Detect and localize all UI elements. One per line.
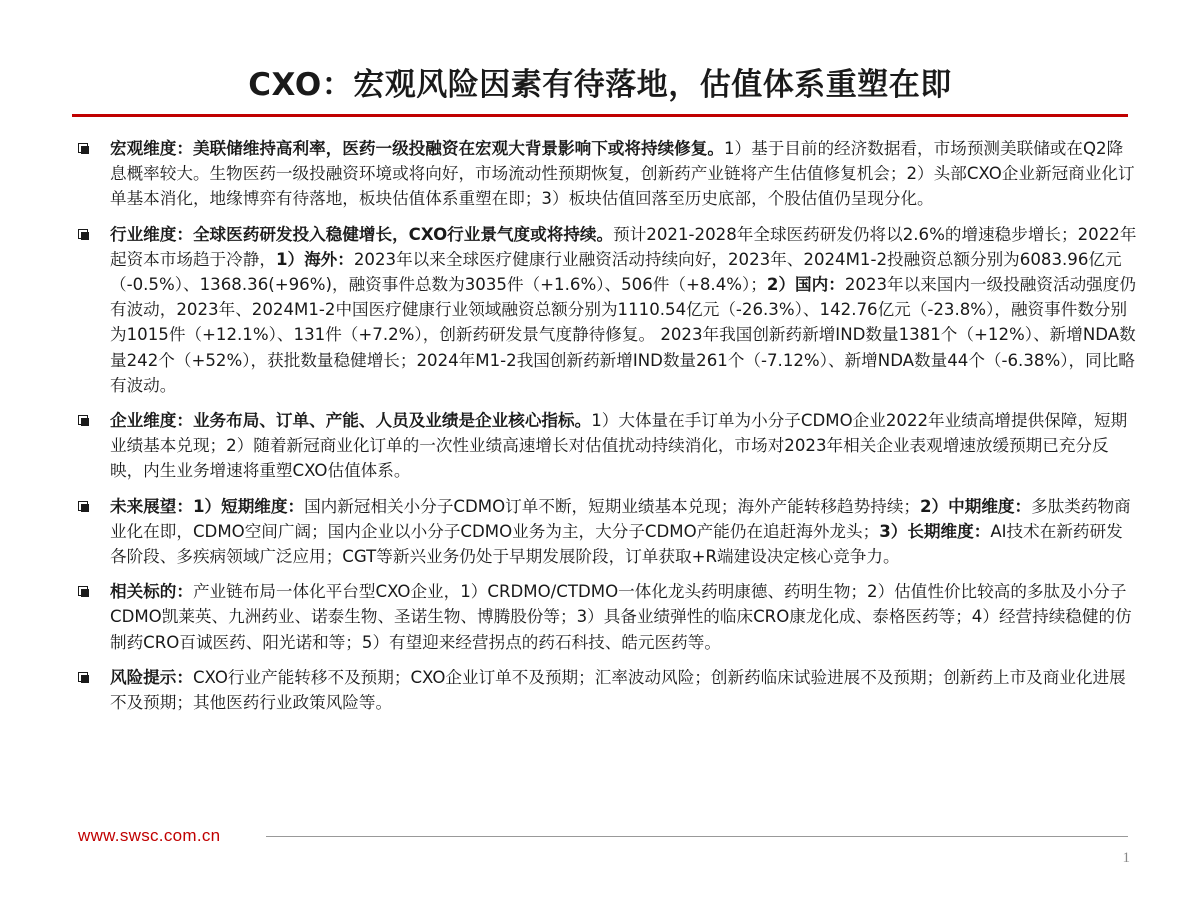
checkbox-bullet-icon	[78, 415, 88, 425]
item-text: 多肽类药物商业化在即，CDMO空间广阔；国内企业以小分子CDMO业务为主，大分子CDMO产能仍在追赶海外龙头；	[110, 496, 1131, 541]
item-text: 国内新冠相关小分子CDMO订单不断，短期业绩基本兑现；海外产能转移趋势持续；	[304, 496, 921, 516]
item-heading: 未来展望：1）短期维度：	[110, 496, 305, 516]
slide-title: CXO：宏观风险因素有待落地，估值体系重塑在即	[248, 67, 952, 103]
footer-divider	[266, 836, 1128, 837]
item-subheading-domestic: 2）国内：	[766, 275, 845, 295]
item-text: 1）大体量在手订单为小分子CDMO企业2022年业绩高增提供保障，短期业绩基本兑现；2）随着新冠商业化订单的一次性业绩高速增长对估值扰动持续消化，市场对2023年相关企业表观增速放缓预期已充分反映，内生业务增速将重塑CXO估值体系。	[110, 411, 1128, 481]
item-heading: 宏观维度：美联储维持高利率，医药一级投融资在宏观大背景影响下或将持续修复。	[110, 139, 724, 158]
item-heading: 企业维度：业务布局、订单、产能、人员及业绩是企业核心指标。	[110, 411, 592, 431]
item-heading: 风险提示：	[110, 667, 193, 687]
item-heading: 相关标的：	[110, 582, 193, 602]
list-item-macro	[78, 136, 1138, 212]
checkbox-bullet-icon	[78, 229, 88, 239]
item-text: 2023年以来全球医疗健康行业融资活动持续向好，2023年、2024M1-2投融资总额分别为6083.96亿元（-0.5%）、1368.36(+96%)，融资事件总数为3035件（+1.6%）、506件（+8.4%）；	[110, 249, 1122, 295]
bullet-list	[78, 136, 1138, 725]
item-subheading-midterm: 2）中期维度：	[920, 496, 1032, 516]
checkbox-bullet-icon	[78, 672, 88, 682]
item-subheading-longterm: 3）长期维度：	[879, 521, 991, 541]
item-heading: 行业维度：全球医药研发投入稳健增长，CXO行业景气度或将持续。	[110, 224, 614, 244]
item-text: 1）基于目前的经济数据看，市场预测美联储或在Q2降息概率较大。生物医药一级投融资环境或将向好，市场流动性预期恢复，创新药产业链将产生估值修复机会；2）头部CXO企业新冠商业化订单基本消化，地缘博弈有待落地，板块估值体系重塑在即；3）板块估值回落至历史底部，个股估值仍呈现分化。	[110, 139, 1135, 209]
footer-url-link[interactable]: www.swsc.com.cn	[78, 826, 221, 845]
list-item-risk	[78, 665, 1138, 715]
checkbox-bullet-icon	[78, 501, 88, 511]
title-divider	[72, 114, 1128, 117]
list-item-industry	[78, 222, 1138, 398]
list-item-outlook	[78, 494, 1138, 570]
item-subheading-overseas: 1）海外：	[275, 249, 354, 269]
item-text: 预计2021-2028年全球医药研发仍将以2.6%的增速稳步增长；2022年起资本市场趋于冷静，	[110, 224, 1137, 269]
checkbox-bullet-icon	[78, 143, 88, 153]
item-text: CXO行业产能转移不及预期；CXO企业订单不及预期；汇率波动风险；创新药临床试验进展不及预期；创新药上市及商业化进展不及预期；其他医药行业政策风险等。	[110, 667, 1126, 713]
page-number: 1	[1122, 850, 1130, 866]
list-item-enterprise	[78, 408, 1138, 484]
item-text: AI技术在新药研发各阶段、多疾病领域广泛应用；CGT等新兴业务仍处于早期发展阶段，订单获取+R端建设决定核心竞争力。	[110, 521, 1123, 567]
item-text: 产业链布局一体化平台型CXO企业，1）CRDMO/CTDMO一体化龙头药明康德、药明生物；2）估值性价比较高的多肽及小分子CDMO凯莱英、九洲药业、诺泰生物、圣诺生物、博腾股份等；3）具备业绩弹性的临床CRO康龙化成、泰格医药等；4）经营持续稳健的仿制药CRO百诚医药、阳光诺和等；5）有望迎来经营拐点的药石科技、皓元医药等。	[110, 582, 1132, 652]
checkbox-bullet-icon	[78, 586, 88, 596]
item-text: 2023年以来国内一级投融资活动强度仍有波动，2023年、2024M1-2中国医疗健康行业领域融资总额分别为1110.54亿元（-26.3%）、142.76亿元（-23.8%），融资事件数分别为1015件（+12.1%）、131件（+7.2%），创新药研发景气度静待修复。 2023年我国创新药新增IND数量1381个（+12%）、新增NDA数量242个（+52%），获批数量稳健增长；2024年M1-2我国创新药新增IND数量261个（-7.12%）、新增NDA数量44个（-6.38%），同比略有波动。	[110, 275, 1136, 395]
list-item-targets	[78, 579, 1138, 655]
